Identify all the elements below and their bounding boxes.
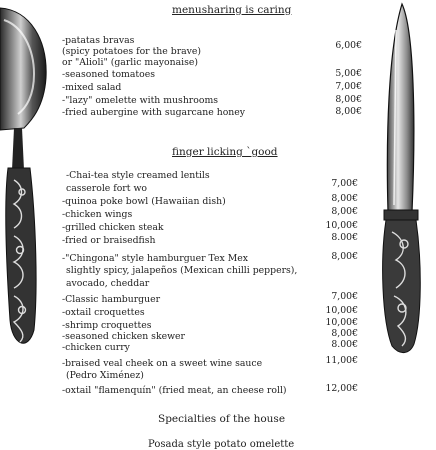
item-price: 10,00€ — [325, 317, 358, 328]
list-item: -Chai-tea style creamed lentils — [66, 170, 210, 181]
list-item: avocado, cheddar — [66, 278, 150, 289]
list-item: -fried aubergine with sugarcane honey — [62, 107, 246, 118]
knife-icon — [374, 0, 436, 358]
list-item: -chicken curry — [62, 342, 130, 353]
list-item: -mixed salad — [62, 82, 122, 93]
item-price: 10,00€ — [325, 305, 358, 316]
item-price: 5,00€ — [335, 68, 362, 79]
list-item: -seasoned chicken skewer — [62, 331, 185, 342]
list-item: -shrimp croquettes — [62, 320, 152, 331]
item-price: 8,00€ — [331, 206, 358, 217]
spoon-icon — [0, 0, 66, 358]
item-price: 6,00€ — [335, 40, 362, 51]
item-price: 8,00€ — [335, 94, 362, 105]
list-item: -fried or braisedfish — [62, 235, 156, 246]
list-item: or "Alioli" (garlic mayonaise) — [62, 57, 198, 68]
list-item: -"Chingona" style hamburguer Tex Mex — [62, 253, 248, 264]
list-item: slightly spicy, jalapeños (Mexican chilli peppers), — [66, 265, 298, 276]
list-item: (Pedro Ximénez) — [66, 370, 144, 381]
section-heading-specialties: Specialties of the house — [158, 413, 286, 425]
item-price: 7,00€ — [331, 291, 358, 302]
list-item: Posada style potato omelette — [148, 439, 295, 450]
list-item: casserole fort wo — [66, 183, 147, 194]
item-price: 7,00€ — [331, 178, 358, 189]
item-price: 11,00€ — [325, 355, 358, 366]
item-price: 8,00€ — [331, 251, 358, 262]
section-heading-menusharing: menusharing is caring — [172, 4, 292, 16]
list-item: -chicken wings — [62, 209, 133, 220]
item-price: 8,00€ — [331, 193, 358, 204]
list-item: -braised veal cheek on a sweet wine sauce — [62, 358, 263, 369]
item-price: 7,00€ — [335, 81, 362, 92]
list-item: -grilled chicken steak — [62, 222, 164, 233]
item-price: 8.00€ — [331, 232, 358, 243]
item-price: 8,00€ — [335, 106, 362, 117]
item-price: 10,00€ — [325, 220, 358, 231]
item-price: 8.00€ — [331, 339, 358, 350]
list-item: (spicy potatoes for the brave) — [62, 46, 202, 57]
item-price: 12,00€ — [325, 383, 358, 394]
list-item: -patatas bravas — [62, 35, 135, 46]
section-heading-finger-licking: finger licking `good — [172, 146, 278, 158]
list-item: -"lazy" omelette with mushrooms — [62, 95, 219, 106]
item-price: 8,00€ — [331, 328, 358, 339]
list-item: -oxtail "flamenquín" (fried meat, an cheese roll) — [62, 385, 287, 396]
list-item: -Classic hamburguer — [62, 294, 161, 305]
list-item: -quinoa poke bowl (Hawaiian dish) — [62, 196, 226, 207]
list-item: -oxtail croquettes — [62, 307, 145, 318]
list-item: -seasoned tomatoes — [62, 69, 156, 80]
